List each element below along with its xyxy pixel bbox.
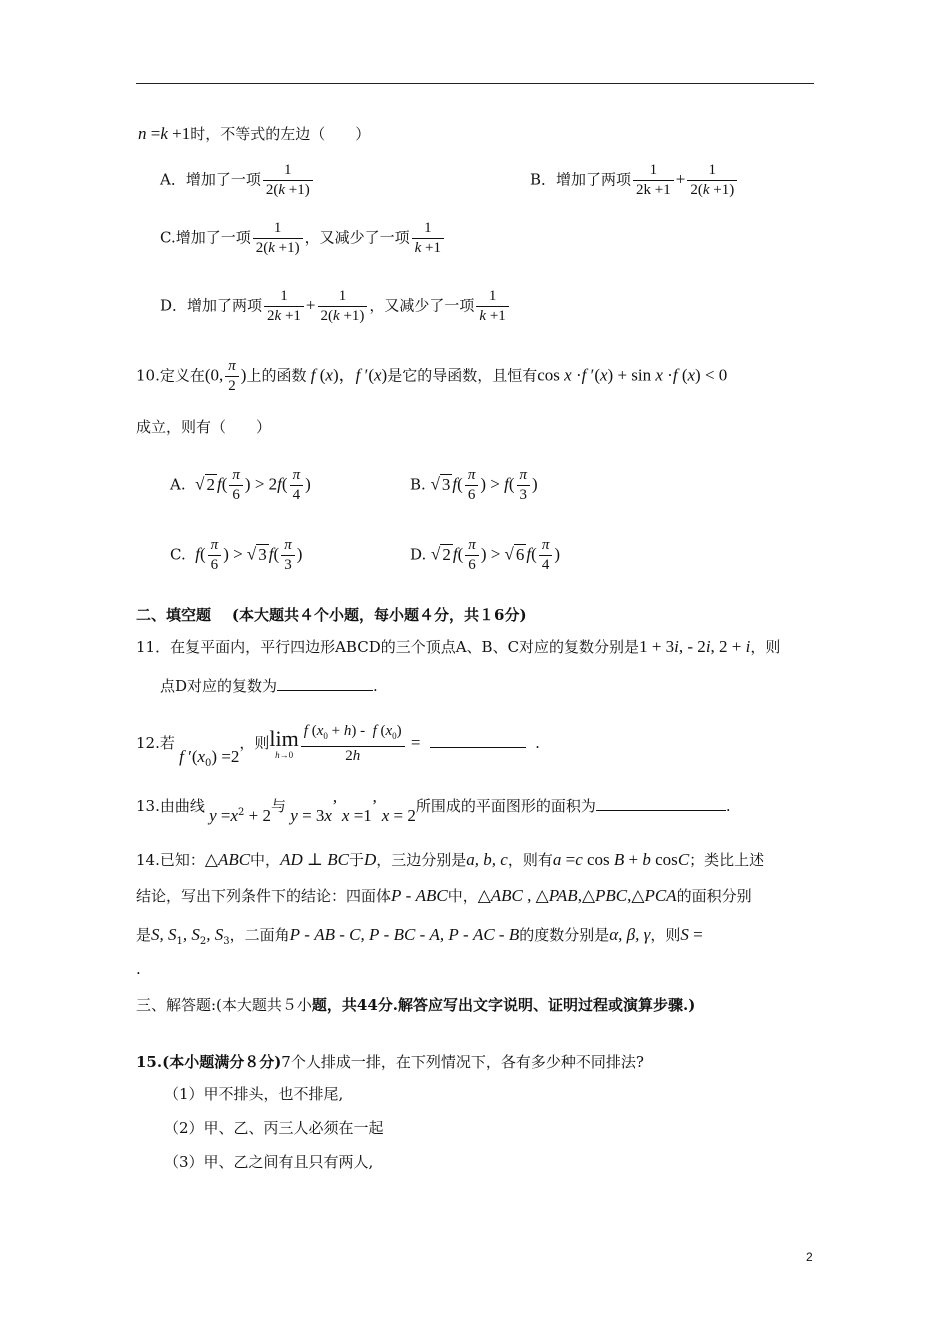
q15-item: （3）甲、乙之间有且只有两人, — [164, 1153, 374, 1171]
q15-item: （2）甲、乙、丙三人必须在一起 — [164, 1119, 384, 1137]
q12-line: 12.若 f $'(x_0) =2$，则 lim h→0 $\frac{f (x_0 + h) - f (x_0)}{2h}$ = . — [136, 723, 540, 769]
q9-option-d: D．增加了两项 $\frac{1}{2k +1}$ + $\frac{1}{2(k +1)}$ ，又减少了一项 $\frac{1}{k +1}$ — [160, 287, 511, 326]
q10-option-a: A. √ 2 f( $\frac{\pi}{6}$ ) > 2f( $\frac{\pi}{4}$ ) — [170, 467, 311, 503]
q9-option-b: B．增加了两项 $\frac{1}{2k +1}$ + $\frac{1}{2(k +1)}$ — [530, 161, 739, 200]
q14-line3: 是S, $S_1$, $S_2$, $S_3$，二面角P - AB - C, P - BC - A, P - AC - B的度数分别是α, β, γ，则S = — [136, 925, 703, 947]
q15-item: （1）甲不排头，也不排尾, — [164, 1085, 344, 1103]
q11-line2: 点D对应的复数为 . — [160, 677, 378, 695]
q10-option-d: D. √ 2 f( $\frac{\pi}{6}$ ) > √ 6 f( $\frac{\pi}{4}$ ) — [410, 537, 560, 573]
section2-heading: 二、填空题 (本大题共４个小题，每小题４分，共１6分) — [136, 606, 527, 624]
lim-operator: lim h→0 — [269, 726, 299, 760]
section3-heading: 三、解答题:(本大题共５小题，共44分.解答应写出文字说明、证明过程或演算步骤.) — [136, 996, 696, 1014]
q10-option-b: B. √ 3 f( $\frac{\pi}{6}$ ) > f( $\frac{\pi}{3}$ ) — [410, 467, 538, 503]
q10-line1: 10.定义在(0, $\frac{\pi}{2}$ )上的函数 f (x)，f ′(x)是它的导函数，且恒有cos x ·f ′(x) + sin x ·f (x) < 0 — [136, 358, 728, 394]
q14-line2: 结论，写出下列条件下的结论：四面体P - ABC中，△ABC , △PAB,△PBC,△PCA的面积分别 — [136, 886, 752, 905]
q11-line1: 11．在复平面内，平行四边形ABCD的三个顶点A、B、C对应的复数分别是1 + 3i, - 2i, 2 + i，则 — [136, 637, 781, 656]
q10-line2: 成立，则有（ ） — [136, 418, 272, 436]
q13-line: 13.由曲线 $y =x^2 + 2$与 y = 3x’ x =1’ x = 2所围成的平面图形的面积为 . — [136, 796, 731, 825]
q9-stem: n =k +1时，不等式的左边（ ） — [138, 124, 371, 143]
page-number: 2 — [806, 1250, 813, 1264]
q9-option-c: C.增加了一项 $\frac{1}{2(k +1)}$ ，又减少了一项 $\frac{1}{k +1}$ — [160, 219, 446, 258]
q9-option-a: A．增加了一项 $\frac{1}{2(k +1)}$ — [160, 161, 315, 200]
q10-option-c: C. f( $\frac{\pi}{6}$ ) > √ 3 f( $\frac{\pi}{3}$ ) — [170, 537, 303, 573]
q14-line1: 14.已知：△ABC中，AD ⊥ BC于D，三边分别是a, b, c，则有a =c cos B + b cosC；类比上述 — [136, 850, 765, 869]
q15-stem: 15.(本小题满分８分)7个人排成一排，在下列情况下，各有多少种不同排法? — [136, 1053, 644, 1071]
header-rule — [136, 83, 814, 84]
q14-line4: . — [136, 960, 141, 978]
